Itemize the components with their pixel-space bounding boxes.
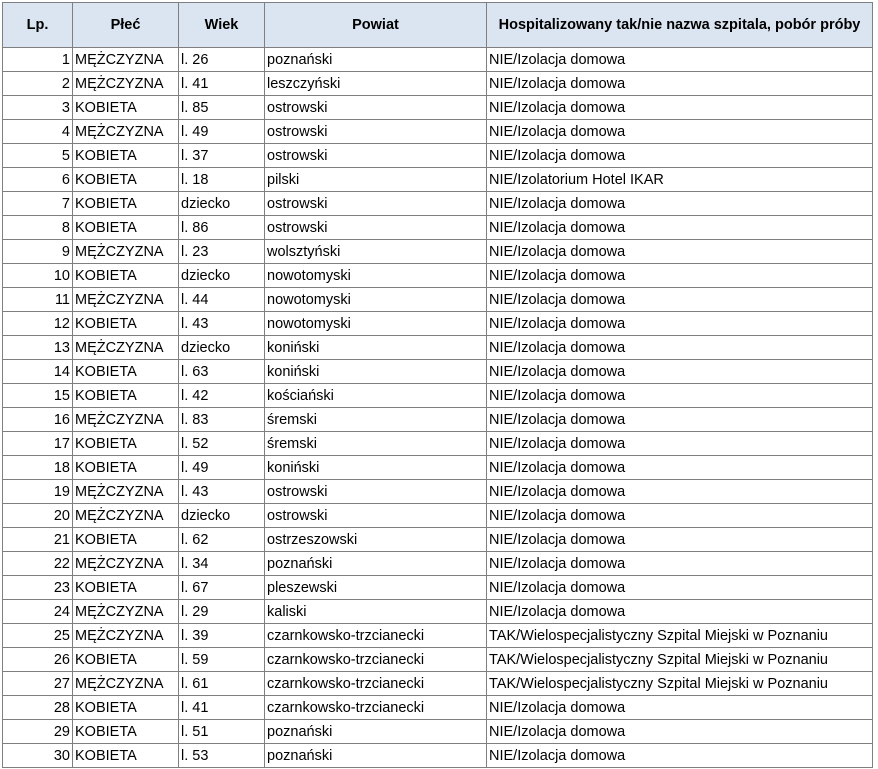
cell-sex: MĘŻCZYZNA	[73, 120, 179, 144]
cell-hospitalized: NIE/Izolacja domowa	[487, 456, 873, 480]
table-row	[3, 384, 873, 408]
cell-lp: 14	[3, 360, 73, 384]
cell-lp: 1	[3, 48, 73, 72]
cell-county: poznański	[265, 744, 487, 768]
table-row	[3, 432, 873, 456]
cell-age: l. 86	[179, 216, 265, 240]
cell-county: czarnkowsko-trzcianecki	[265, 648, 487, 672]
table-row	[3, 576, 873, 600]
table-row	[3, 480, 873, 504]
cell-sex: KOBIETA	[73, 192, 179, 216]
cell-hospitalized: NIE/Izolatorium Hotel IKAR	[487, 168, 873, 192]
cell-sex: MĘŻCZYZNA	[73, 672, 179, 696]
cell-lp: 11	[3, 288, 73, 312]
cell-county: nowotomyski	[265, 312, 487, 336]
cell-lp: 26	[3, 648, 73, 672]
table-row	[3, 288, 873, 312]
table-row	[3, 120, 873, 144]
cell-hospitalized: NIE/Izolacja domowa	[487, 48, 873, 72]
header-sex: Płeć	[73, 3, 179, 48]
table-row	[3, 504, 873, 528]
cell-sex: KOBIETA	[73, 144, 179, 168]
cell-county: kaliski	[265, 600, 487, 624]
cell-lp: 15	[3, 384, 73, 408]
cell-county: ostrzeszowski	[265, 528, 487, 552]
cell-hospitalized: NIE/Izolacja domowa	[487, 432, 873, 456]
cell-lp: 8	[3, 216, 73, 240]
cell-age: l. 43	[179, 312, 265, 336]
cell-sex: KOBIETA	[73, 576, 179, 600]
cell-county: nowotomyski	[265, 264, 487, 288]
table-row	[3, 552, 873, 576]
table-row	[3, 168, 873, 192]
cell-age: dziecko	[179, 192, 265, 216]
cell-hospitalized: NIE/Izolacja domowa	[487, 528, 873, 552]
cell-age: l. 18	[179, 168, 265, 192]
cell-lp: 6	[3, 168, 73, 192]
cell-hospitalized: TAK/Wielospecjalistyczny Szpital Miejski w Poznaniu	[487, 624, 873, 648]
table-row	[3, 192, 873, 216]
table-row	[3, 528, 873, 552]
table-row	[3, 240, 873, 264]
table-row	[3, 696, 873, 720]
table-row	[3, 360, 873, 384]
cell-county: poznański	[265, 48, 487, 72]
cell-age: l. 37	[179, 144, 265, 168]
cell-age: l. 85	[179, 96, 265, 120]
cell-age: l. 51	[179, 720, 265, 744]
cell-county: pleszewski	[265, 576, 487, 600]
cell-sex: MĘŻCZYZNA	[73, 240, 179, 264]
cell-hospitalized: NIE/Izolacja domowa	[487, 288, 873, 312]
cell-age: dziecko	[179, 336, 265, 360]
table-row	[3, 648, 873, 672]
cell-age: l. 44	[179, 288, 265, 312]
cell-hospitalized: NIE/Izolacja domowa	[487, 504, 873, 528]
cell-county: czarnkowsko-trzcianecki	[265, 696, 487, 720]
cell-county: kościański	[265, 384, 487, 408]
cell-sex: MĘŻCZYZNA	[73, 48, 179, 72]
cell-age: l. 61	[179, 672, 265, 696]
cell-lp: 19	[3, 480, 73, 504]
cell-county: leszczyński	[265, 72, 487, 96]
cell-lp: 29	[3, 720, 73, 744]
cell-lp: 7	[3, 192, 73, 216]
cell-county: ostrowski	[265, 120, 487, 144]
cell-county: ostrowski	[265, 216, 487, 240]
cell-hospitalized: NIE/Izolacja domowa	[487, 408, 873, 432]
cell-age: l. 42	[179, 384, 265, 408]
cell-lp: 21	[3, 528, 73, 552]
table-row	[3, 264, 873, 288]
cell-hospitalized: NIE/Izolacja domowa	[487, 336, 873, 360]
cell-hospitalized: NIE/Izolacja domowa	[487, 192, 873, 216]
cell-hospitalized: NIE/Izolacja domowa	[487, 480, 873, 504]
table-row	[3, 336, 873, 360]
cell-sex: KOBIETA	[73, 744, 179, 768]
table-row	[3, 672, 873, 696]
cell-age: l. 39	[179, 624, 265, 648]
cell-sex: KOBIETA	[73, 96, 179, 120]
table-row	[3, 456, 873, 480]
cell-sex: KOBIETA	[73, 384, 179, 408]
cell-sex: MĘŻCZYZNA	[73, 600, 179, 624]
cell-county: koniński	[265, 456, 487, 480]
cell-sex: KOBIETA	[73, 360, 179, 384]
cell-county: ostrowski	[265, 192, 487, 216]
table-row	[3, 408, 873, 432]
cell-lp: 9	[3, 240, 73, 264]
table-row	[3, 216, 873, 240]
cell-hospitalized: NIE/Izolacja domowa	[487, 312, 873, 336]
cell-lp: 12	[3, 312, 73, 336]
cell-sex: KOBIETA	[73, 432, 179, 456]
cell-county: poznański	[265, 720, 487, 744]
cell-county: czarnkowsko-trzcianecki	[265, 624, 487, 648]
cell-age: l. 23	[179, 240, 265, 264]
cell-sex: KOBIETA	[73, 312, 179, 336]
cell-age: l. 34	[179, 552, 265, 576]
cell-sex: MĘŻCZYZNA	[73, 624, 179, 648]
cell-hospitalized: NIE/Izolacja domowa	[487, 240, 873, 264]
table-row	[3, 720, 873, 744]
cell-hospitalized: NIE/Izolacja domowa	[487, 720, 873, 744]
cell-age: l. 41	[179, 72, 265, 96]
table-row	[3, 96, 873, 120]
cell-age: l. 29	[179, 600, 265, 624]
cell-sex: KOBIETA	[73, 528, 179, 552]
cell-county: pilski	[265, 168, 487, 192]
cell-county: wolsztyński	[265, 240, 487, 264]
cell-sex: MĘŻCZYZNA	[73, 552, 179, 576]
cell-county: czarnkowsko-trzcianecki	[265, 672, 487, 696]
cell-sex: MĘŻCZYZNA	[73, 408, 179, 432]
cell-age: l. 53	[179, 744, 265, 768]
cell-sex: KOBIETA	[73, 720, 179, 744]
cell-hospitalized: NIE/Izolacja domowa	[487, 144, 873, 168]
cell-county: śremski	[265, 408, 487, 432]
cell-lp: 2	[3, 72, 73, 96]
cell-county: nowotomyski	[265, 288, 487, 312]
table-container	[2, 2, 873, 768]
header-county: Powiat	[265, 3, 487, 48]
table-row	[3, 48, 873, 72]
cell-age: dziecko	[179, 264, 265, 288]
cell-age: l. 43	[179, 480, 265, 504]
cell-sex: KOBIETA	[73, 456, 179, 480]
cell-county: poznański	[265, 552, 487, 576]
cell-hospitalized: NIE/Izolacja domowa	[487, 600, 873, 624]
header-lp: Lp.	[3, 3, 73, 48]
header-age: Wiek	[179, 3, 265, 48]
cell-age: l. 52	[179, 432, 265, 456]
cell-lp: 13	[3, 336, 73, 360]
cell-hospitalized: NIE/Izolacja domowa	[487, 744, 873, 768]
cell-sex: MĘŻCZYZNA	[73, 288, 179, 312]
cell-lp: 25	[3, 624, 73, 648]
cell-lp: 23	[3, 576, 73, 600]
cell-hospitalized: NIE/Izolacja domowa	[487, 552, 873, 576]
header-hospitalized: Hospitalizowany tak/nie nazwa szpitala, pobór próby	[487, 3, 873, 48]
cell-hospitalized: NIE/Izolacja domowa	[487, 576, 873, 600]
cell-age: l. 49	[179, 456, 265, 480]
cell-sex: KOBIETA	[73, 216, 179, 240]
cell-sex: KOBIETA	[73, 264, 179, 288]
cell-age: l. 67	[179, 576, 265, 600]
cases-table	[2, 2, 873, 768]
cell-county: koniński	[265, 360, 487, 384]
cell-lp: 5	[3, 144, 73, 168]
cell-lp: 28	[3, 696, 73, 720]
cell-age: l. 26	[179, 48, 265, 72]
cell-lp: 17	[3, 432, 73, 456]
cell-lp: 30	[3, 744, 73, 768]
cell-hospitalized: NIE/Izolacja domowa	[487, 384, 873, 408]
cell-sex: MĘŻCZYZNA	[73, 72, 179, 96]
cell-hospitalized: NIE/Izolacja domowa	[487, 696, 873, 720]
table-row	[3, 72, 873, 96]
cell-age: l. 83	[179, 408, 265, 432]
cell-lp: 16	[3, 408, 73, 432]
cell-lp: 22	[3, 552, 73, 576]
cell-sex: KOBIETA	[73, 648, 179, 672]
cell-lp: 27	[3, 672, 73, 696]
cell-hospitalized: NIE/Izolacja domowa	[487, 120, 873, 144]
cell-hospitalized: NIE/Izolacja domowa	[487, 96, 873, 120]
table-row	[3, 624, 873, 648]
cell-hospitalized: NIE/Izolacja domowa	[487, 216, 873, 240]
cell-age: l. 63	[179, 360, 265, 384]
cell-lp: 4	[3, 120, 73, 144]
table-header-row	[3, 3, 873, 48]
table-body	[3, 48, 873, 768]
cell-lp: 24	[3, 600, 73, 624]
cell-county: ostrowski	[265, 504, 487, 528]
cell-sex: KOBIETA	[73, 168, 179, 192]
cell-hospitalized: NIE/Izolacja domowa	[487, 360, 873, 384]
cell-age: l. 49	[179, 120, 265, 144]
table-row	[3, 744, 873, 768]
cell-hospitalized: TAK/Wielospecjalistyczny Szpital Miejski w Poznaniu	[487, 648, 873, 672]
cell-age: dziecko	[179, 504, 265, 528]
cell-sex: MĘŻCZYZNA	[73, 336, 179, 360]
table-row	[3, 312, 873, 336]
cell-hospitalized: NIE/Izolacja domowa	[487, 264, 873, 288]
cell-sex: KOBIETA	[73, 696, 179, 720]
cell-age: l. 62	[179, 528, 265, 552]
cell-hospitalized: TAK/Wielospecjalistyczny Szpital Miejski w Poznaniu	[487, 672, 873, 696]
table-row	[3, 600, 873, 624]
cell-county: ostrowski	[265, 480, 487, 504]
cell-county: ostrowski	[265, 96, 487, 120]
cell-lp: 3	[3, 96, 73, 120]
cell-age: l. 59	[179, 648, 265, 672]
cell-hospitalized: NIE/Izolacja domowa	[487, 72, 873, 96]
cell-county: ostrowski	[265, 144, 487, 168]
cell-lp: 10	[3, 264, 73, 288]
cell-lp: 18	[3, 456, 73, 480]
cell-county: śremski	[265, 432, 487, 456]
cell-sex: MĘŻCZYZNA	[73, 504, 179, 528]
table-row	[3, 144, 873, 168]
cell-age: l. 41	[179, 696, 265, 720]
cell-lp: 20	[3, 504, 73, 528]
cell-sex: MĘŻCZYZNA	[73, 480, 179, 504]
cell-county: koniński	[265, 336, 487, 360]
